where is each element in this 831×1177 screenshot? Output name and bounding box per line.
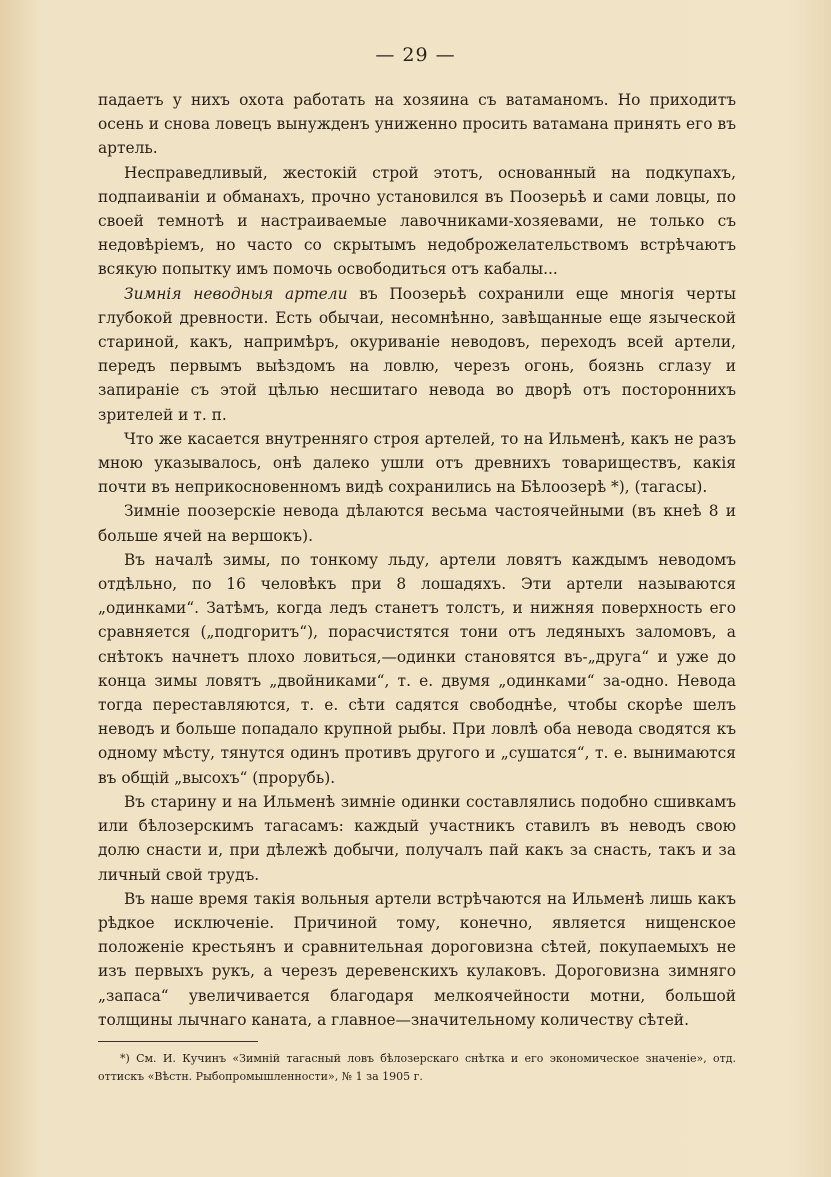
- paragraph-1: падаетъ у нихъ охота работать на хозяина съ ватаманомъ. Но приходитъ осень и снова ловецъ вынужденъ униженно просить ватамана принять его въ артель.: [98, 91, 736, 158]
- footnote-text: *) См. И. Кучинъ «Зимній тагасный ловъ бѣлозерскаго снѣтка и его экономическое значеніе», отд. оттискъ «Вѣстн. Рыбопромышленности», № 1 за 1905 г.: [98, 1052, 736, 1083]
- body-text: [98, 88, 736, 1032]
- paragraph-2: Несправедливый, жестокій строй этотъ, основанный на подкупахъ, подпаиваніи и обманахъ, прочно установился въ Поозерьѣ и сами ловцы, по своей темнотѣ и настраиваемые лавочниками-хозяевами, не только съ недовѣріемъ, но часто со скрытымъ недоброжелательствомъ встрѣчаютъ всякую попытку имъ помочь освободиться отъ кабалы...: [98, 163, 736, 279]
- paragraph-3: [98, 282, 736, 427]
- paragraph-7: Въ старину и на Ильменѣ зимніе одинки составлялись подобно сшивкамъ или бѣлозерскимъ тагасамъ: каждый участникъ ставилъ въ неводъ свою долю снасти и, при дѣлежѣ добычи, получалъ пай какъ за снасть, такъ и за личный свой трудъ.: [98, 792, 736, 884]
- page-number: — 29 —: [375, 44, 456, 66]
- paragraph-5: Зимніе поозерскіе невода дѣлаются весьма частоячейными (въ кнеѣ 8 и больше ячей на вершокъ).: [98, 502, 736, 545]
- paragraph-6: Въ началѣ зимы, по тонкому льду, артели ловятъ каждымъ неводомъ отдѣльно, по 16 человѣкъ при 8 лошадяхъ. Эти артели называются „одинками“. Затѣмъ, когда ледъ станетъ толстъ, и нижняя поверхность его сравняется („подгоритъ“), порасчистятся тони отъ ледяныхъ заломовъ, а снѣтокъ начнетъ плохо ловиться,—одинки становятся въ-„друга“ и уже до конца зимы ловятъ „двойниками“, т. е. двумя „одинками“ за-одно. Невода тогда переставляются, т. е. сѣти садятся свободнѣе, чтобы скорѣе шелъ неводъ и больше попадало крупной рыбы. При ловлѣ оба невода сводятся къ одному мѣсту, тянутся одинъ противъ другого и „сушатся“, т. е. вынимаются въ общій „высохъ“ (прорубь).: [98, 550, 736, 787]
- paragraph-8: Въ наше время такія вольныя артели встрѣчаются на Ильменѣ лишь какъ рѣдкое исключеніе. Причиной тому, конечно, является нищенское положеніе крестьянъ и сравнительная дороговизна сѣтей, покупаемыхъ не изъ первыхъ рукъ, а черезъ деревенскихъ кулаковъ. Дороговизна зимняго „запаса“ увеличивается благодаря мелкоячейности мотни, большой толщины лычнаго каната, а главное—значительному количеству сѣтей.: [98, 889, 736, 1029]
- paragraph-3-text: въ Поозерьѣ сохранили еще многія черты глубокой древности. Есть обычаи, несомнѣнно, завѣщанные еще языческой стариной, какъ, напримѣръ, окуриваніе неводовъ, переходъ всей артели, передъ первымъ выѣздомъ на ловлю, черезъ огонь, боязнь сглазу и запираніе съ этой цѣлью несшитаго невода во дворѣ отъ постороннихъ зрителей и т. п.: [98, 284, 736, 424]
- paragraph-4: Что же касается внутренняго строя артелей, то на Ильменѣ, какъ не разъ мною указывалось, онѣ далеко ушли отъ древнихъ товариществъ, какія почти въ неприкосновенномъ видѣ сохранились на Бѣлоозерѣ *), (тагасы).: [98, 429, 736, 497]
- footnote: [98, 1050, 736, 1086]
- footnote-divider: [98, 1041, 258, 1042]
- italic-heading: Зимнія неводныя артели: [124, 284, 348, 303]
